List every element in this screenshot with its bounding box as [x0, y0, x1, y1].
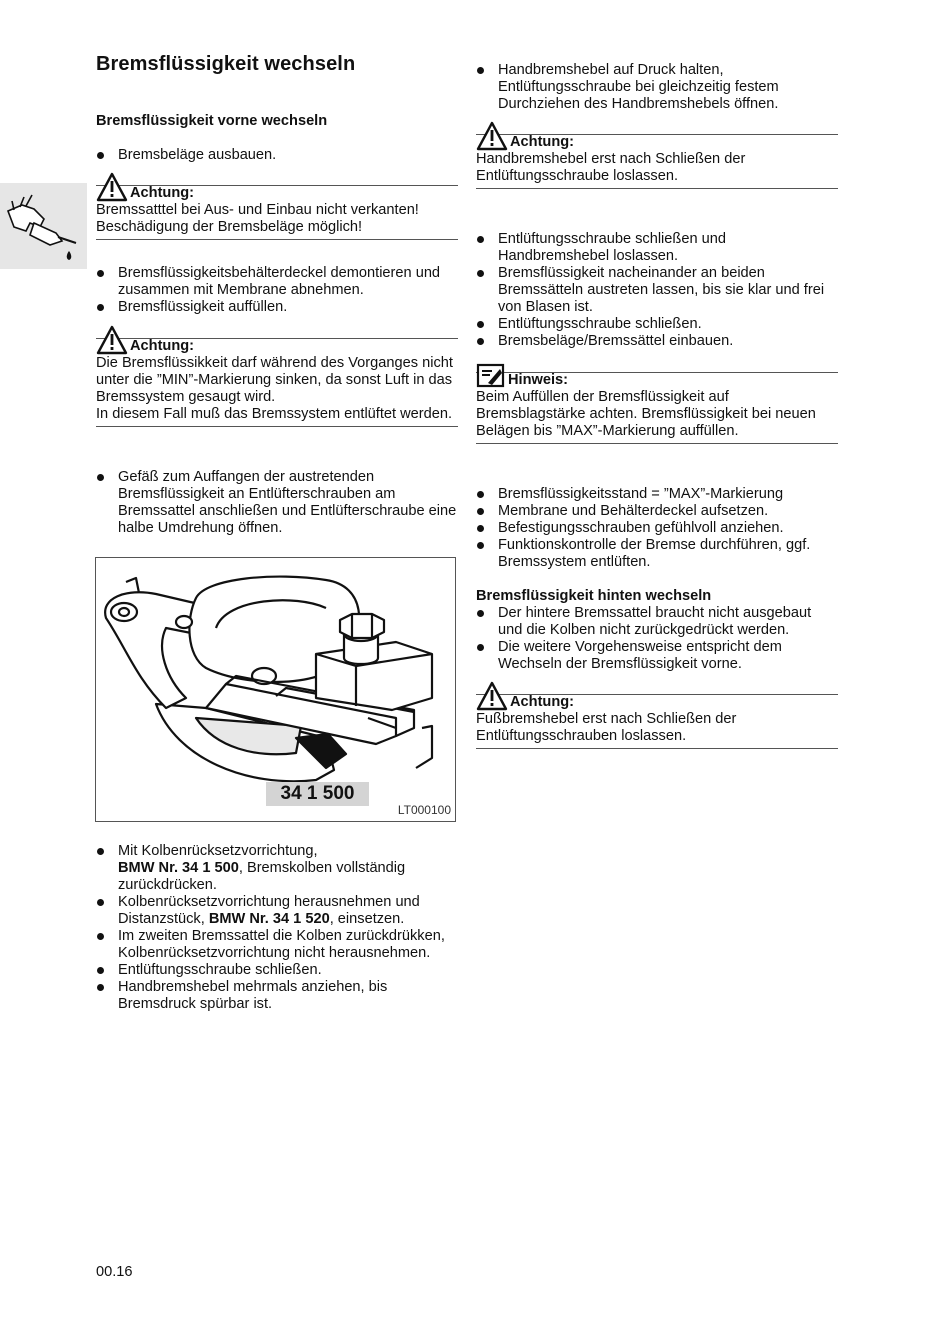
warning-text: Beschädigung der Bremsbeläge möglich!: [96, 219, 363, 235]
hint-box: [476, 372, 838, 444]
right-step-list-2: [476, 231, 838, 350]
figure-code: LT000100: [397, 803, 451, 817]
hint-text: Beim Auffüllen der Bremsflüssigkeit auf Bremsblagstärke achten. Bremsflüssigkeit bei neuen Belägen bis ”MAX”-Markierung auffüllen.: [476, 389, 816, 439]
warning-label: Achtung:: [510, 694, 575, 710]
rear-heading: Bremsflüssigkeit hinten wechseln: [476, 588, 712, 604]
step-list-4: [96, 843, 458, 1013]
list-item: Handbremshebel auf Druck halten, Entlüftungsschraube bei gleichzeitig festem Durchziehen des Handbremshebels öffnen.: [476, 62, 838, 113]
list-item: Funktionskontrolle der Bremse durchführen, ggf. Bremssystem entlüften.: [476, 537, 838, 571]
list-item: Bremsflüssigkeitsstand = ”MAX”-Markierung: [476, 486, 838, 503]
step-list-1: [96, 147, 458, 164]
warning-triangle-icon: [476, 681, 508, 711]
tool-number-label: 34 1 500: [266, 782, 369, 806]
warning-text: Handbremshebel erst nach Schließen der Entlüftungsschraube loslassen.: [476, 151, 746, 184]
list-item: Mit Kolbenrücksetzvorrichtung, BMW Nr. 34 1 500, Bremskolben vollständig zurückdrücken.: [96, 843, 458, 894]
right-step-list-3: [476, 486, 838, 571]
hint-note-icon: [476, 361, 506, 389]
warning-box-2: [96, 338, 458, 427]
warning-triangle-icon: [476, 121, 508, 151]
list-item: Befestigungsschrauben gefühlvoll anziehen.: [476, 520, 838, 537]
step-list-3: [96, 469, 458, 537]
warning-label: Achtung:: [130, 338, 195, 354]
list-item: Gefäß zum Auffangen der austretenden Bremsflüssigkeit an Entlüfterschrauben am Bremssattel anschließen und Entlüfterschraube eine halbe Umdrehung öffnen.: [96, 469, 458, 537]
section-marker: [0, 183, 87, 269]
list-item: Bremsbeläge/Bremssättel einbauen.: [476, 333, 838, 350]
warning-label: Achtung:: [130, 185, 195, 201]
list-item: Bremsflüssigkeit auffüllen.: [96, 299, 458, 316]
page-title: Bremsflüssigkeit wechseln: [96, 53, 356, 75]
page-number: 00.16: [96, 1264, 133, 1280]
list-item: Entlüftungsschraube schließen.: [96, 962, 458, 979]
hand-oil-can-icon: [0, 183, 87, 269]
warning-text: Bremssatttel bei Aus- und Einbau nicht verkanten!: [96, 202, 419, 218]
list-item: Membrane und Behälterdeckel aufsetzen.: [476, 503, 838, 520]
right-step-list-4: [476, 605, 838, 673]
warning-triangle-icon: [96, 325, 128, 355]
right-warning-box-1: [476, 134, 838, 189]
warning-text: In diesem Fall muß das Bremssystem entlüftet werden.: [96, 406, 453, 422]
list-item: Entlüftungsschraube schließen und Handbremshebel loslassen.: [476, 231, 838, 265]
front-heading: Bremsflüssigkeit vorne wechseln: [96, 113, 328, 129]
list-item: Kolbenrücksetzvorrichtung herausnehmen und Distanzstück, BMW Nr. 34 1 520, einsetzen.: [96, 894, 458, 928]
list-item: Im zweiten Bremssattel die Kolben zurückdrükken, Kolbenrücksetzvorrichtung nicht herausnehmen.: [96, 928, 458, 962]
list-item: Bremsbeläge ausbauen.: [96, 147, 458, 164]
right-warning-box-2: [476, 694, 838, 749]
list-item: Entlüftungsschraube schließen.: [476, 316, 838, 333]
list-item: Handbremshebel mehrmals anziehen, bis Bremsdruck spürbar ist.: [96, 979, 458, 1013]
warning-box-1: [96, 185, 458, 240]
list-item: Die weitere Vorgehensweise entspricht dem Wechseln der Bremsflüssigkeit vorne.: [476, 639, 838, 673]
warning-triangle-icon: [96, 172, 128, 202]
warning-text: Fußbremshebel erst nach Schließen der Entlüftungsschrauben loslassen.: [476, 711, 737, 744]
step-list-2: [96, 265, 458, 316]
list-item: Bremsflüssigkeitsbehälterdeckel demontieren und zusammen mit Membrane abnehmen.: [96, 265, 458, 299]
list-item: Der hintere Bremssattel braucht nicht ausgebaut und die Kolben nicht zurückgedrückt werden.: [476, 605, 838, 639]
hint-label: Hinweis:: [508, 372, 569, 388]
warning-text: Die Bremsflüssikkeit darf während des Vorganges nicht unter die ”MIN”-Markierung sinken, da sonst Luft in das Bremssystem gesaugt wird.: [96, 355, 453, 405]
list-item: Bremsflüssigkeit nacheinander an beiden Bremssätteln austreten lassen, bis sie klar und frei von Blasen ist.: [476, 265, 838, 316]
right-step-list-1: [476, 62, 838, 113]
warning-label: Achtung:: [510, 134, 575, 150]
caliper-figure: [95, 557, 456, 822]
